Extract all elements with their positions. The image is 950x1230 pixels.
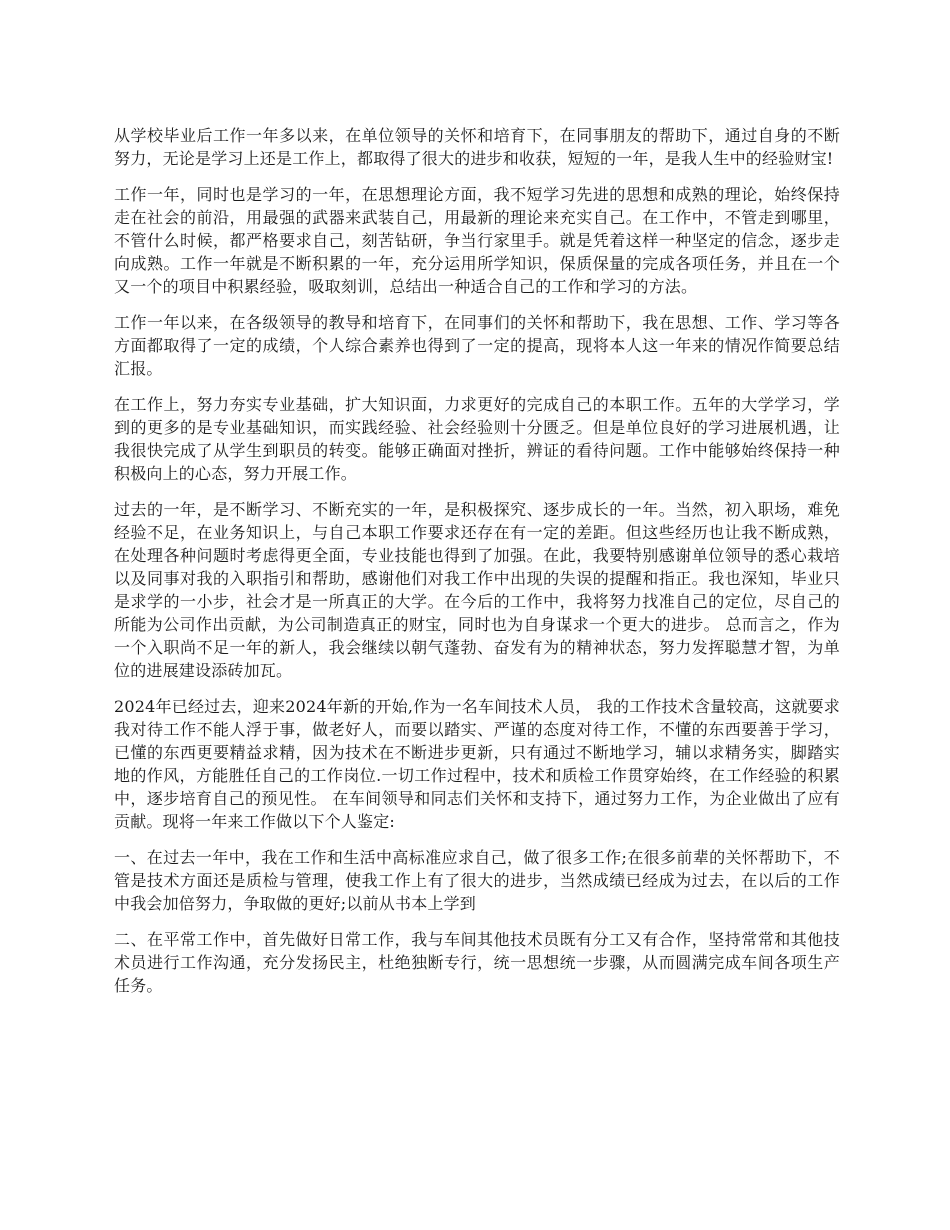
paragraph-5: 过去的一年，是不断学习、不断充实的一年，是积极探究、逐步成长的一年。当然，初入职场，难免经验不足，在业务知识上，与自己本职工作要求还存在有一定的差距。但这些经历也让我不断成熟，在处理各种问题时考虑得更全面，专业技能也得到了加强。在此，我要特别感谢单位领导的悉心栽培以及同事对我的入职指引和帮助，感谢他们对我工作中出现的失误的提醒和指正。我也深知，毕业只是求学的一小步，社会才是一所真正的大学。在今后的工作中，我将努力找准自己的定位，尽自己的所能为公司作出贡献，为公司制造真正的财宝，同时也为自身谋求一个更大的进步。 总而言之，作为一个入职尚不足一年的新人，我会继续以朝气蓬勃、奋发有为的精神状态，努力发挥聪慧才智，为单位的进展建设添砖加瓦。 <box>114 500 840 680</box>
document-body <box>114 124 840 1010</box>
paragraph-1: 从学校毕业后工作一年多以来，在单位领导的关怀和培育下，在同事朋友的帮助下，通过自身的不断努力，无论是学习上还是工作上，都取得了很大的进步和收获，短短的一年，是我人生中的经验财宝! <box>114 126 840 168</box>
paragraph-6: 2024年已经过去，迎来2024年新的开始,作为一名车间技术人员， 我的工作技术含量较高，这就要求我对待工作不能人浮于事，做老好人，而要以踏实、严谨的态度对待工作，不懂的东西要善于学习，已懂的东西更要精益求精，因为技术在不断进步更新，只有通过不断地学习，辅以求精务实，脚踏实地的作风，方能胜任自己的工作岗位.一切工作过程中，技术和质检工作贯穿始终，在工作经验的积累中，逐步培育自己的预见性。 在车间领导和同志们关怀和支持下，通过努力工作，为企业做出了应有贡献。现将一年来工作做以下个人鉴定: <box>114 697 840 831</box>
paragraph-4: 在工作上，努力夯实专业基础，扩大知识面，力求更好的完成自己的本职工作。五年的大学学习，学到的更多的是专业基础知识，而实践经验、社会经验则十分匮乏。但是单位良好的学习进展机遇，让我很快完成了从学生到职员的转变。能够正确面对挫折，辨证的看待问题。工作中能够始终保持一种积极向上的心态，努力开展工作。 <box>114 395 840 483</box>
paragraph-7: 一、在过去一年中，我在工作和生活中高标准应求自己，做了很多工作;在很多前辈的关怀帮助下，不管是技术方面还是质检与管理，使我工作上有了很大的进步，当然成绩已经成为过去，在以后的工作中我会加倍努力，争取做的更好;以前从书本上学到 <box>114 848 840 913</box>
paragraph-2: 工作一年，同时也是学习的一年，在思想理论方面，我不短学习先进的思想和成熟的理论，始终保持走在社会的前沿，用最强的武器来武装自己，用最新的理论来充实自己。在工作中，不管走到哪里，不管什么时候，都严格要求自己，刻苦钻研，争当行家里手。就是凭着这样一种坚定的信念，逐步走向成熟。工作一年就是不断积累的一年，充分运用所学知识，保质保量的完成各项任务，并且在一个又一个的项目中积累经验，吸取刻训，总结出一种适合自己的工作和学习的方法。 <box>114 185 840 296</box>
paragraph-3: 工作一年以来，在各级领导的教导和培育下，在同事们的关怀和帮助下，我在思想、工作、学习等各方面都取得了一定的成绩，个人综合素养也得到了一定的提高，现将本人这一年来的情况作简要总结汇报。 <box>114 313 840 378</box>
paragraph-8: 二、在平常工作中，首先做好日常工作，我与车间其他技术员既有分工又有合作，坚持常常和其他技术员进行工作沟通，充分发扬民主，杜绝独断专行，统一思想统一步骤，从而圆满完成车间各项生产任务。 <box>114 930 840 995</box>
